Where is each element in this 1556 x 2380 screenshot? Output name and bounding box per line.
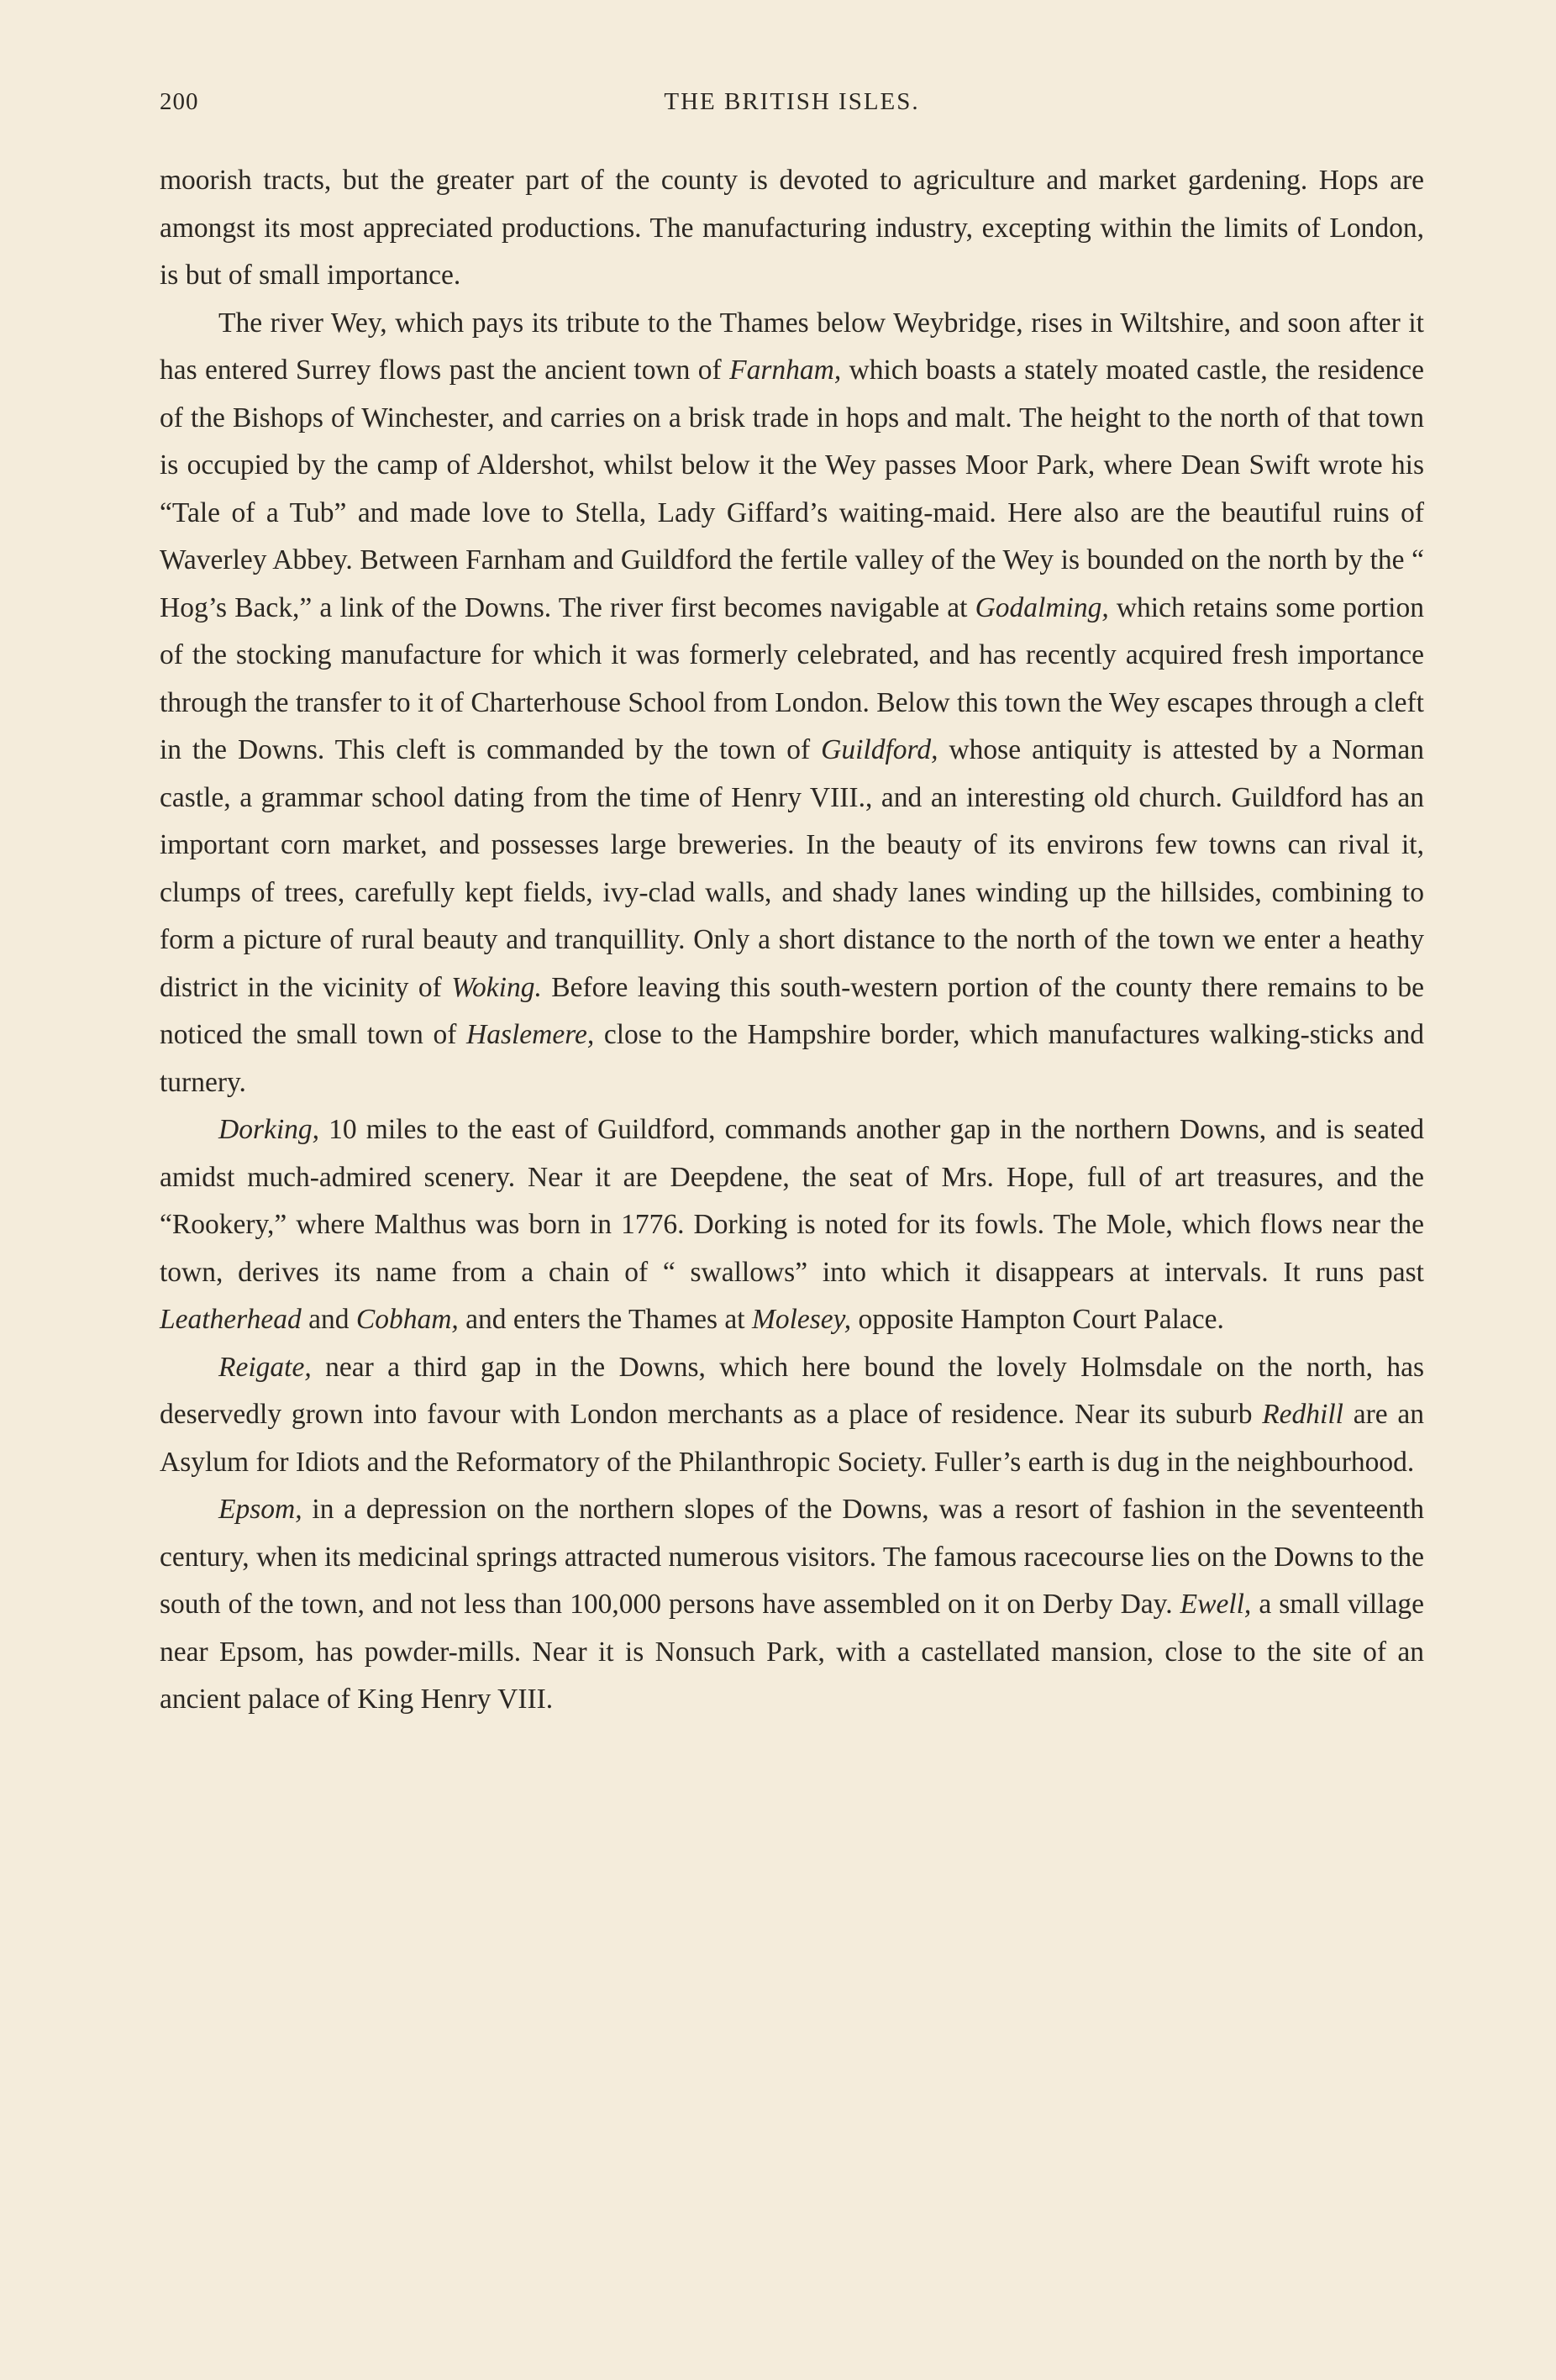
running-title: THE BRITISH ISLES. xyxy=(664,88,920,115)
paragraph xyxy=(160,1486,1424,1724)
italic-place-name: Molesey, xyxy=(751,1304,852,1335)
text-run: moorish tracts, but the greater part of the county is devoted to agriculture and market gardening. Hops are amongst its most appreciated productions. The manufacturing industry, excepting within the limits of London, is but of small importance. xyxy=(160,165,1424,291)
text-run: whose antiquity is attested by a Norman castle, a grammar school dating from the time of Henry VIII., and an interesting old church. Guildford has an important corn market, and possesses large breweries. In the beauty of its environs few towns can rival it, clumps of trees, carefully kept fields, ivy-clad walls, and shady lanes winding up the hillsides, combining to form a picture of rural beauty and tranquillity. Only a short distance to the north of the town we enter a heathy district in the vicinity of xyxy=(160,734,1424,1003)
italic-place-name: Guildford, xyxy=(821,734,938,765)
text-run: and enters the Thames at xyxy=(458,1304,752,1335)
italic-place-name: Farnham, xyxy=(729,355,842,386)
text-run: a small village near Epsom, has powder-mills. Near it is Nonsuch Park, with a castellated mansion, close to the site of an ancient palace of King Henry VIII. xyxy=(160,1589,1424,1715)
text-run: are an Asylum for Idiots and the Reformatory of the Philanthropic Society. Fuller’s earth is dug in the neighbourhood. xyxy=(160,1399,1424,1478)
italic-place-name: Leatherhead xyxy=(160,1304,302,1335)
italic-place-name: Reigate, xyxy=(218,1351,312,1383)
italic-place-name: Dorking, xyxy=(218,1114,320,1145)
text-run: The river Wey, which pays its tribute to the Thames below Weybridge, rises in Wiltshire, and soon after it has entered Surrey flows past the ancient town of xyxy=(160,307,1424,386)
running-head xyxy=(160,88,1424,132)
paragraph xyxy=(160,157,1424,300)
book-page xyxy=(160,88,1424,1724)
italic-place-name: Godalming, xyxy=(975,591,1109,623)
italic-place-name: Cobham, xyxy=(355,1304,459,1335)
text-run: opposite Hampton Court Palace. xyxy=(851,1304,1224,1335)
page-number: 200 xyxy=(160,88,199,115)
text-run: near a third gap in the Downs, which here bound the lovely Holmsdale on the north, has deservedly grown into favour with London merchants as a place of residence. Near its suburb xyxy=(160,1351,1424,1430)
italic-place-name: Epsom, xyxy=(218,1494,302,1525)
text-run: in a depression on the northern slopes of the Downs, was a resort of fashion in the seventeenth century, when its medicinal springs attracted numerous visitors. The famous racecourse lies on the Downs to the south of the town, and not less than 100,000 persons have assembled on it on Derby Day. xyxy=(160,1494,1424,1620)
body-text xyxy=(160,157,1424,1724)
text-run: Before leaving this south-western portion of the county there remains to be noticed the small town of xyxy=(160,971,1425,1050)
text-run: which retains some portion of the stocking manufacture for which it was formerly celebrated, and has recently acquired fresh importance through the transfer to it of Charterhouse School from London. Below this town the Wey escapes through a cleft in the Downs. This cleft is commanded by the town of xyxy=(160,591,1424,765)
paragraph xyxy=(160,300,1424,1107)
text-run: which boasts a stately moated castle, the residence of the Bishops of Winchester, and carries on a brisk trade in hops and malt. The height to the north of that town is occupied by the camp of Aldershot, whilst below it the Wey passes Moor Park, where Dean Swift wrote his “Tale of a Tub” and made love to Stella, Lady Giffard’s waiting-maid. Here also are the beautiful ruins of Waverley Abbey. Between Farnham and Guildford the fertile valley of the Wey is bounded on the north by the “ Hog’s Back,” a link of the Downs. The river first becomes navigable at xyxy=(160,355,1424,623)
text-run: close to the Hampshire border, which manufactures walking-sticks and turnery. xyxy=(160,1019,1424,1098)
text-run: and xyxy=(301,1304,356,1335)
paragraph xyxy=(160,1106,1424,1344)
text-run: 10 miles to the east of Guildford, commands another gap in the northern Downs, and is seated amidst much-admired scenery. Near it are Deepdene, the seat of Mrs. Hope, full of art treasures, and the “Rookery,” where Malthus was born in 1776. Dorking is noted for its fowls. The Mole, which flows near the town, derives its name from a chain of “ swallows” into which it disappears at intervals. It runs past xyxy=(160,1114,1424,1288)
italic-place-name: Redhill xyxy=(1262,1399,1343,1430)
paragraph xyxy=(160,1344,1424,1487)
italic-place-name: Woking. xyxy=(451,971,542,1003)
italic-place-name: Haslemere, xyxy=(466,1019,595,1050)
italic-place-name: Ewell, xyxy=(1180,1589,1252,1620)
